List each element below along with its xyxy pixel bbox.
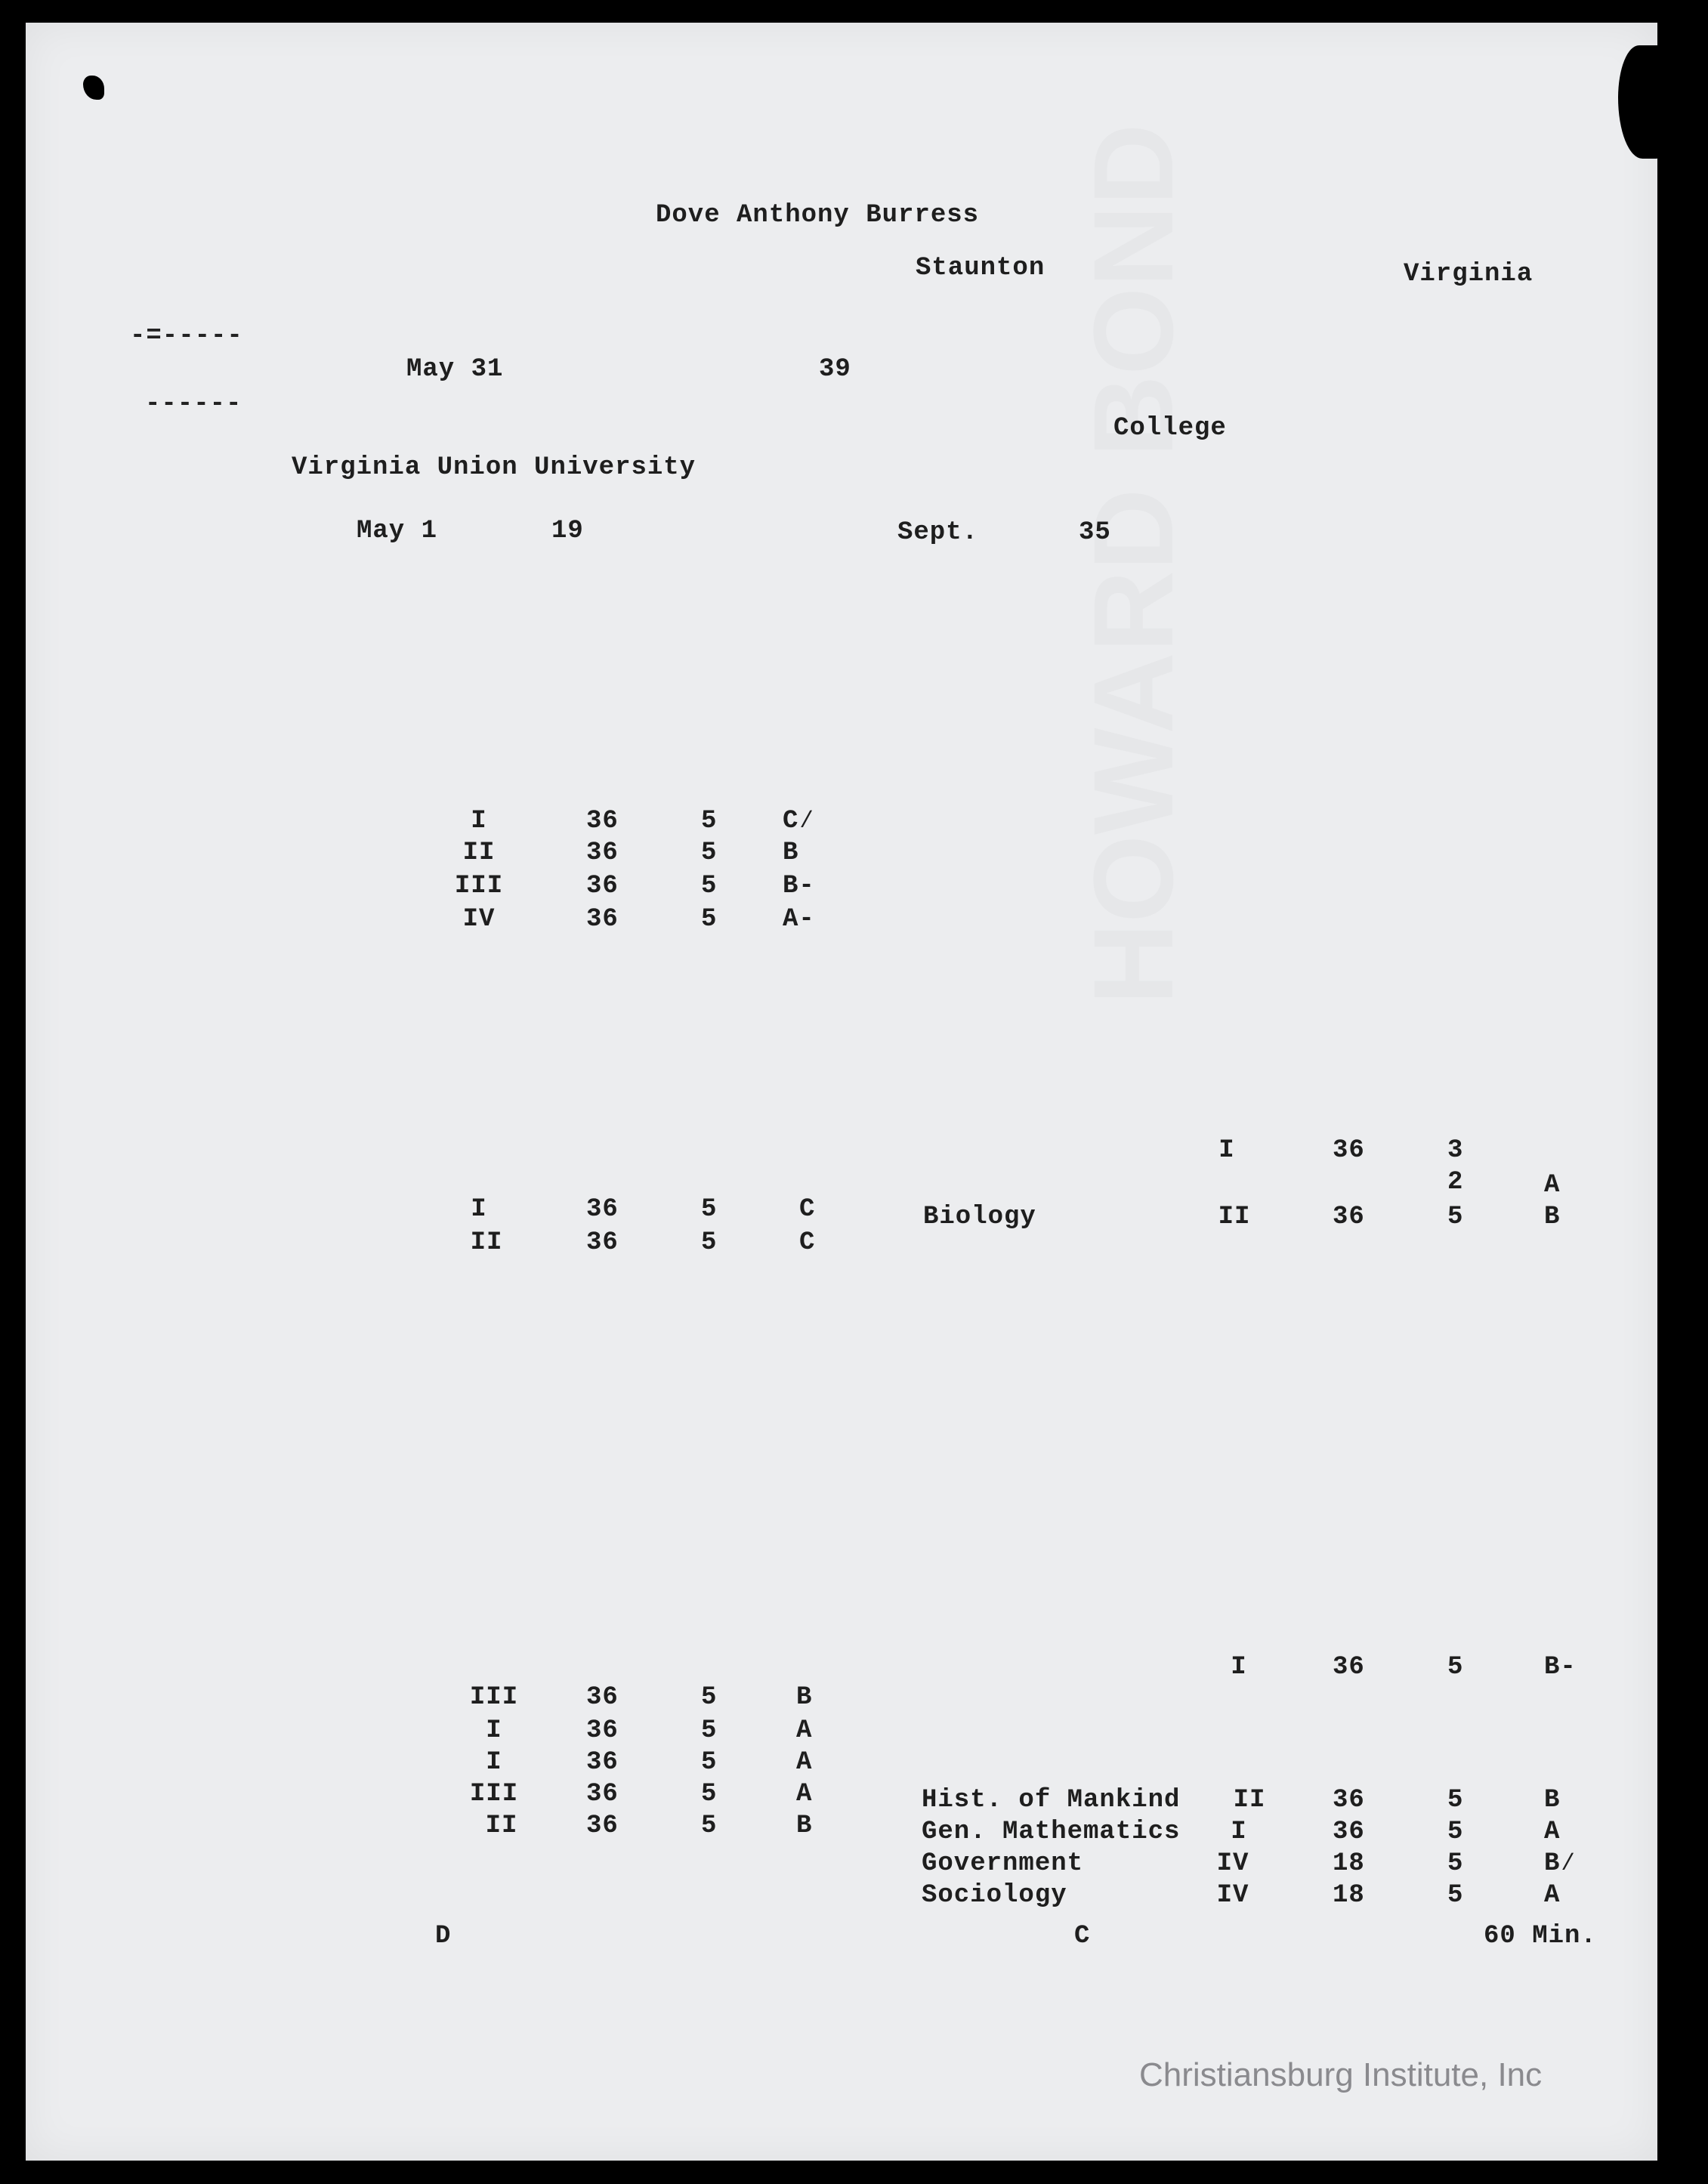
periods: 5 [701,1780,718,1809]
weeks: 36 [586,839,619,867]
year: II [1233,1786,1266,1815]
grade: C∕ [783,807,815,836]
torn-corner-top-right [1618,45,1663,159]
year: III [469,1780,519,1809]
grade: A [1544,1171,1561,1200]
college-name: Virginia Union University [292,453,696,482]
weeks: 36 [586,1716,619,1745]
margin-mark-1: -=----- [130,322,243,351]
archive-watermark: Christiansburg Institute, Inc [1139,2056,1543,2093]
year: I [471,1195,487,1224]
periods: 5 [1447,1849,1464,1878]
year: IV [1216,1881,1249,1910]
weeks: 36 [586,807,619,836]
grade: A [1544,1818,1561,1846]
birth-month-day: May 31 [406,355,504,384]
year: I [1218,1136,1235,1165]
year: III [469,1683,519,1712]
subject: Hist. of Mankind [922,1786,1181,1815]
weeks: 36 [1333,1786,1365,1815]
grade: C [799,1195,816,1224]
birth-year: 39 [819,355,851,384]
weeks: 36 [1333,1653,1365,1682]
date-month-day: May 1 [357,517,438,545]
grade: B- [1544,1653,1577,1682]
grade: A [796,1716,813,1745]
year: IV [1216,1849,1249,1878]
periods: 5 [701,807,718,836]
year: III [454,872,504,900]
year: II [485,1812,518,1840]
weeks: 36 [1333,1136,1365,1165]
weeks: 36 [586,1780,619,1809]
periods: 5 [1447,1786,1464,1815]
grade: B [1544,1203,1561,1231]
year: II [470,1228,503,1257]
school-type: College [1113,414,1227,443]
grade: B [783,839,799,867]
periods: 5 [701,1228,718,1257]
periods: 5 [701,1195,718,1224]
biology-subject: Biology [923,1203,1036,1231]
year: IV [462,905,496,934]
weeks: 36 [586,1812,619,1840]
weeks: 36 [586,905,619,934]
entered-month: Sept. [897,518,979,547]
period-length: 60 Min. [1484,1922,1597,1951]
periods: 5 [701,1716,718,1745]
periods: 5 [701,1812,718,1840]
year: I [471,807,487,836]
grade: A [1544,1881,1561,1910]
weeks: 36 [586,1228,619,1257]
weeks: 36 [1333,1818,1365,1846]
subject: Gen. Mathematics [922,1818,1181,1846]
weeks: 18 [1333,1849,1365,1878]
state: Virginia [1404,260,1533,289]
paper-watermark-emboss [1068,123,1199,1005]
weeks: 36 [586,872,619,900]
grade: B [796,1683,813,1712]
city: Staunton [916,254,1045,283]
periods: 5 [1447,1818,1464,1846]
margin-mark-2: ------ [145,390,242,419]
periods: 5 [701,839,718,867]
year: I [1231,1818,1247,1846]
periods: 5 [1447,1203,1464,1231]
footer-left-mark: D [435,1922,452,1951]
grade: A [796,1748,813,1777]
grade: B [796,1812,813,1840]
grade: B- [783,872,815,900]
date-year: 19 [551,517,584,545]
periods: 5 [701,905,718,934]
subject: Government [922,1849,1084,1878]
periods: 5 [701,872,718,900]
document-page [26,23,1657,2161]
weeks: 36 [586,1748,619,1777]
grade: B [1544,1786,1561,1815]
periods: 5 [1447,1881,1464,1910]
weeks: 36 [1333,1203,1365,1231]
student-name: Dove Anthony Burress [656,201,980,230]
subject: Sociology [922,1881,1067,1910]
year: II [462,839,496,867]
grade: B∕ [1544,1849,1577,1878]
periods: 5 [701,1683,718,1712]
grade: A- [783,905,815,934]
grade: A [796,1780,813,1809]
periods: 5 [1447,1653,1464,1682]
entered-year: 35 [1079,518,1111,547]
periods-top: 3 [1447,1136,1464,1165]
periods: 5 [701,1748,718,1777]
weeks: 18 [1333,1881,1365,1910]
year: I [486,1716,502,1745]
grade: C [799,1228,816,1257]
year: II [1218,1203,1251,1231]
year: I [1231,1653,1247,1682]
weeks: 36 [586,1195,619,1224]
year: I [486,1748,502,1777]
periods-bottom: 2 [1447,1168,1464,1197]
weeks: 36 [586,1683,619,1712]
footer-mid-mark: C [1074,1922,1091,1951]
